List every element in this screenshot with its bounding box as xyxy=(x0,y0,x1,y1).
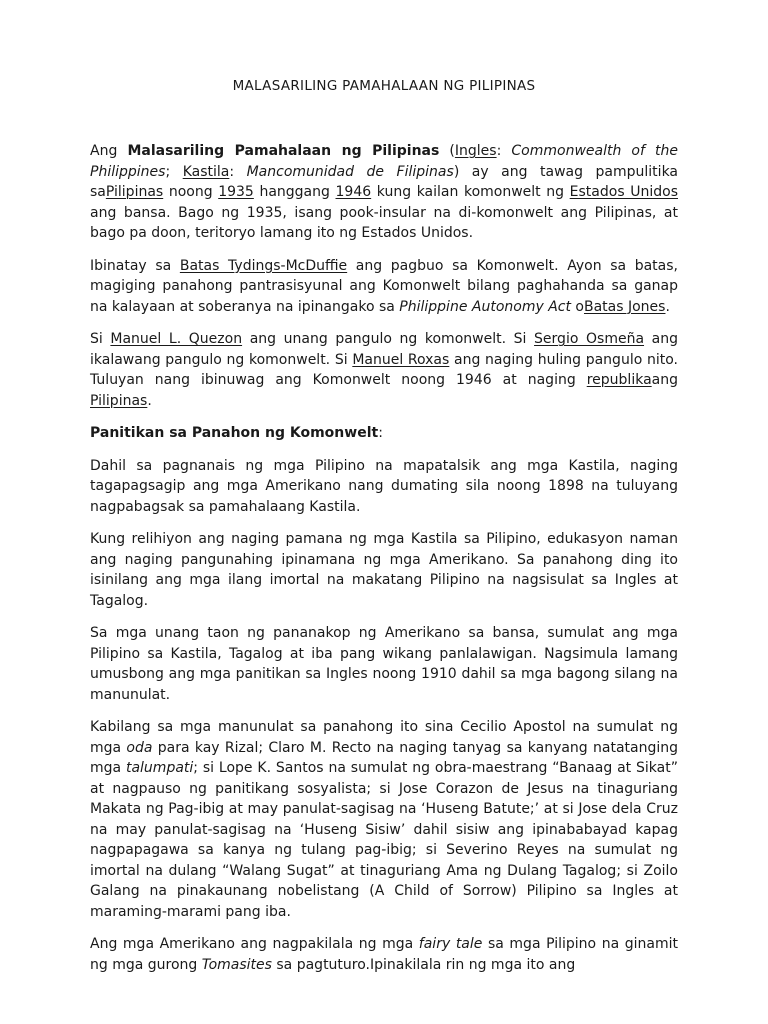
italic-text: fairy tale xyxy=(418,936,483,952)
wiki-link[interactable]: Manuel L. Quezon xyxy=(110,331,243,347)
paragraph xyxy=(90,329,678,411)
italic-text: Commonwealth of the Philippines xyxy=(90,143,678,180)
text-run: ang xyxy=(651,372,678,388)
text-run: ang naging huling pangulo nito. Tuluyan nang ibinuwag ang Komonwelt noong 1946 at naging xyxy=(90,351,678,388)
bold-text: Malasariling Pamahalaan ng Pilipinas xyxy=(127,143,440,159)
text-run: sa mga Pilipino na ginamit ng mga gurong xyxy=(90,936,678,973)
wiki-link[interactable]: Batas Jones xyxy=(583,298,666,315)
italic-text: Tomasites xyxy=(201,956,272,973)
paragraph xyxy=(90,529,678,611)
paragraph xyxy=(90,456,678,518)
paragraph xyxy=(90,717,678,922)
text-run: kung kailan komonwelt ng xyxy=(371,184,570,200)
text-run: Ibinatay sa xyxy=(90,257,180,274)
wiki-link[interactable]: Manuel Roxas xyxy=(352,351,450,368)
paragraph xyxy=(90,423,678,444)
text-run: ; xyxy=(165,163,183,180)
wiki-link[interactable]: Estados Unidos xyxy=(569,184,678,200)
text-run: ang pagbuo sa Komonwelt. Ayon sa batas, magiging panahong pantrasisyunal ang Komonwelt bilang paghahanda sa ganap na kalayaan at soberanya na ipinangako sa xyxy=(90,257,678,315)
document-title: MALASARILING PAMAHALAAN NG PILIPINAS xyxy=(232,78,536,94)
italic-text: Philippine Autonomy Act xyxy=(399,298,571,315)
text-run: : xyxy=(496,143,512,159)
italic-text: oda xyxy=(126,739,153,756)
text-run: Sa mga unang taon ng pananakop ng Amerikano sa bansa, sumulat ang mga Pilipino sa Kastila, Tagalog at iba pang wikang panlalawigan. Nagsimula lamang umusbong ang mga panitikan sa Ingles noong 1910 dahil sa mga bagong silang na manunulat. xyxy=(90,625,678,703)
text-run: . xyxy=(665,298,670,315)
text-run: para kay Rizal; Claro M. Recto na naging tanyag sa kanyang natatanging mga xyxy=(90,739,678,776)
wiki-link[interactable]: republika xyxy=(586,372,652,388)
wiki-link[interactable]: Batas Tydings-McDuffie xyxy=(179,257,348,274)
wiki-link[interactable]: 1935 xyxy=(218,184,254,200)
text-run: ang unang pangulo ng komonwelt. Si xyxy=(242,331,535,347)
paragraph xyxy=(90,256,678,318)
wiki-link[interactable]: 1946 xyxy=(335,184,372,200)
wiki-link[interactable]: Ingles xyxy=(454,143,497,159)
text-run: o xyxy=(570,298,584,315)
text-run: ) ay ang tawag pampulitika sa xyxy=(90,163,679,200)
text-run: hanggang xyxy=(253,184,336,200)
text-run: ang bansa. Bago ng 1935, isang pook-insular na di-komonwelt ang Pilipinas, at bago pa doon, teritoryo lamang ito ng Estados Unidos. xyxy=(90,204,678,241)
bold-text: Panitikan sa Panahon ng Komonwelt xyxy=(90,425,379,441)
text-run: Kung relihiyon ang naging pamana ng mga Kastila sa Pilipino, edukasyon naman ang naging pangunahing ipinamana ng mga Amerikano. Sa panahong ding ito isinilang ang mga ilang imortal na makatang Pilipino na nagsisulat sa Ingles at Tagalog. xyxy=(90,531,678,609)
text-run: Kabilang sa mga manunulat sa panahong ito sina Cecilio Apostol na sumulat ng mga xyxy=(90,719,678,756)
wiki-link[interactable]: Sergio Osmeña xyxy=(534,331,645,347)
text-run: : xyxy=(378,425,383,441)
paragraph xyxy=(90,623,678,705)
italic-text: talumpati xyxy=(125,760,194,776)
text-run: Ang xyxy=(90,143,128,159)
wiki-link[interactable]: Kastila xyxy=(182,163,230,180)
text-run: Ang mga Amerikano ang nagpakilala ng mga xyxy=(90,936,419,952)
text-run: noong xyxy=(163,184,219,200)
italic-text: Mancomunidad de Filipinas xyxy=(246,163,454,180)
text-run: Dahil sa pagnanais ng mga Pilipino na mapatalsik ang mga Kastila, naging tagapagsagip ang mga Amerikano nang dumating sila noong 1898 na tuluyang nagpabagsak sa pamahalaang Kastila. xyxy=(90,457,678,515)
paragraph xyxy=(90,934,678,975)
wiki-link[interactable]: Pilipinas xyxy=(90,392,148,409)
text-run: ang ikalawang pangulo ng komonwelt. Si xyxy=(90,331,678,368)
paragraph xyxy=(90,141,678,244)
text-run: Si xyxy=(90,331,111,347)
text-run: ( xyxy=(439,143,455,159)
text-run: . xyxy=(147,392,152,409)
document-body xyxy=(90,141,678,975)
text-run: ; si Lope K. Santos na sumulat ng obra-maestrang “Banaag at Sikat” at nagpauso ng panitikang sosyalista; si Jose Corazon de Jesus na tinaguriang Makata ng Pag-ibig at may panulat-sagisag na ‘Huseng Batute;’ at si Jose dela Cruz na may panulat-sagisag na ‘Huseng Sisiw’ dahil sisiw ang ipinababayad kapag nagpapagawa sa kanya ng tulang pag-ibig; si Severino Reyes na sumulat ng imortal na dulang “Walang Sugat” at tinaguriang Ama ng Dulang Tagalog; si Zoilo Galang na pinakaunang nobelistang (A Child of Sorrow) Pilipino sa Ingles at maraming-marami pang iba. xyxy=(90,760,678,920)
text-run: : xyxy=(229,163,247,180)
wiki-link[interactable]: Pilipinas xyxy=(105,184,164,200)
text-run: sa pagtuturo.Ipinakilala rin ng mga ito ang xyxy=(271,956,576,973)
